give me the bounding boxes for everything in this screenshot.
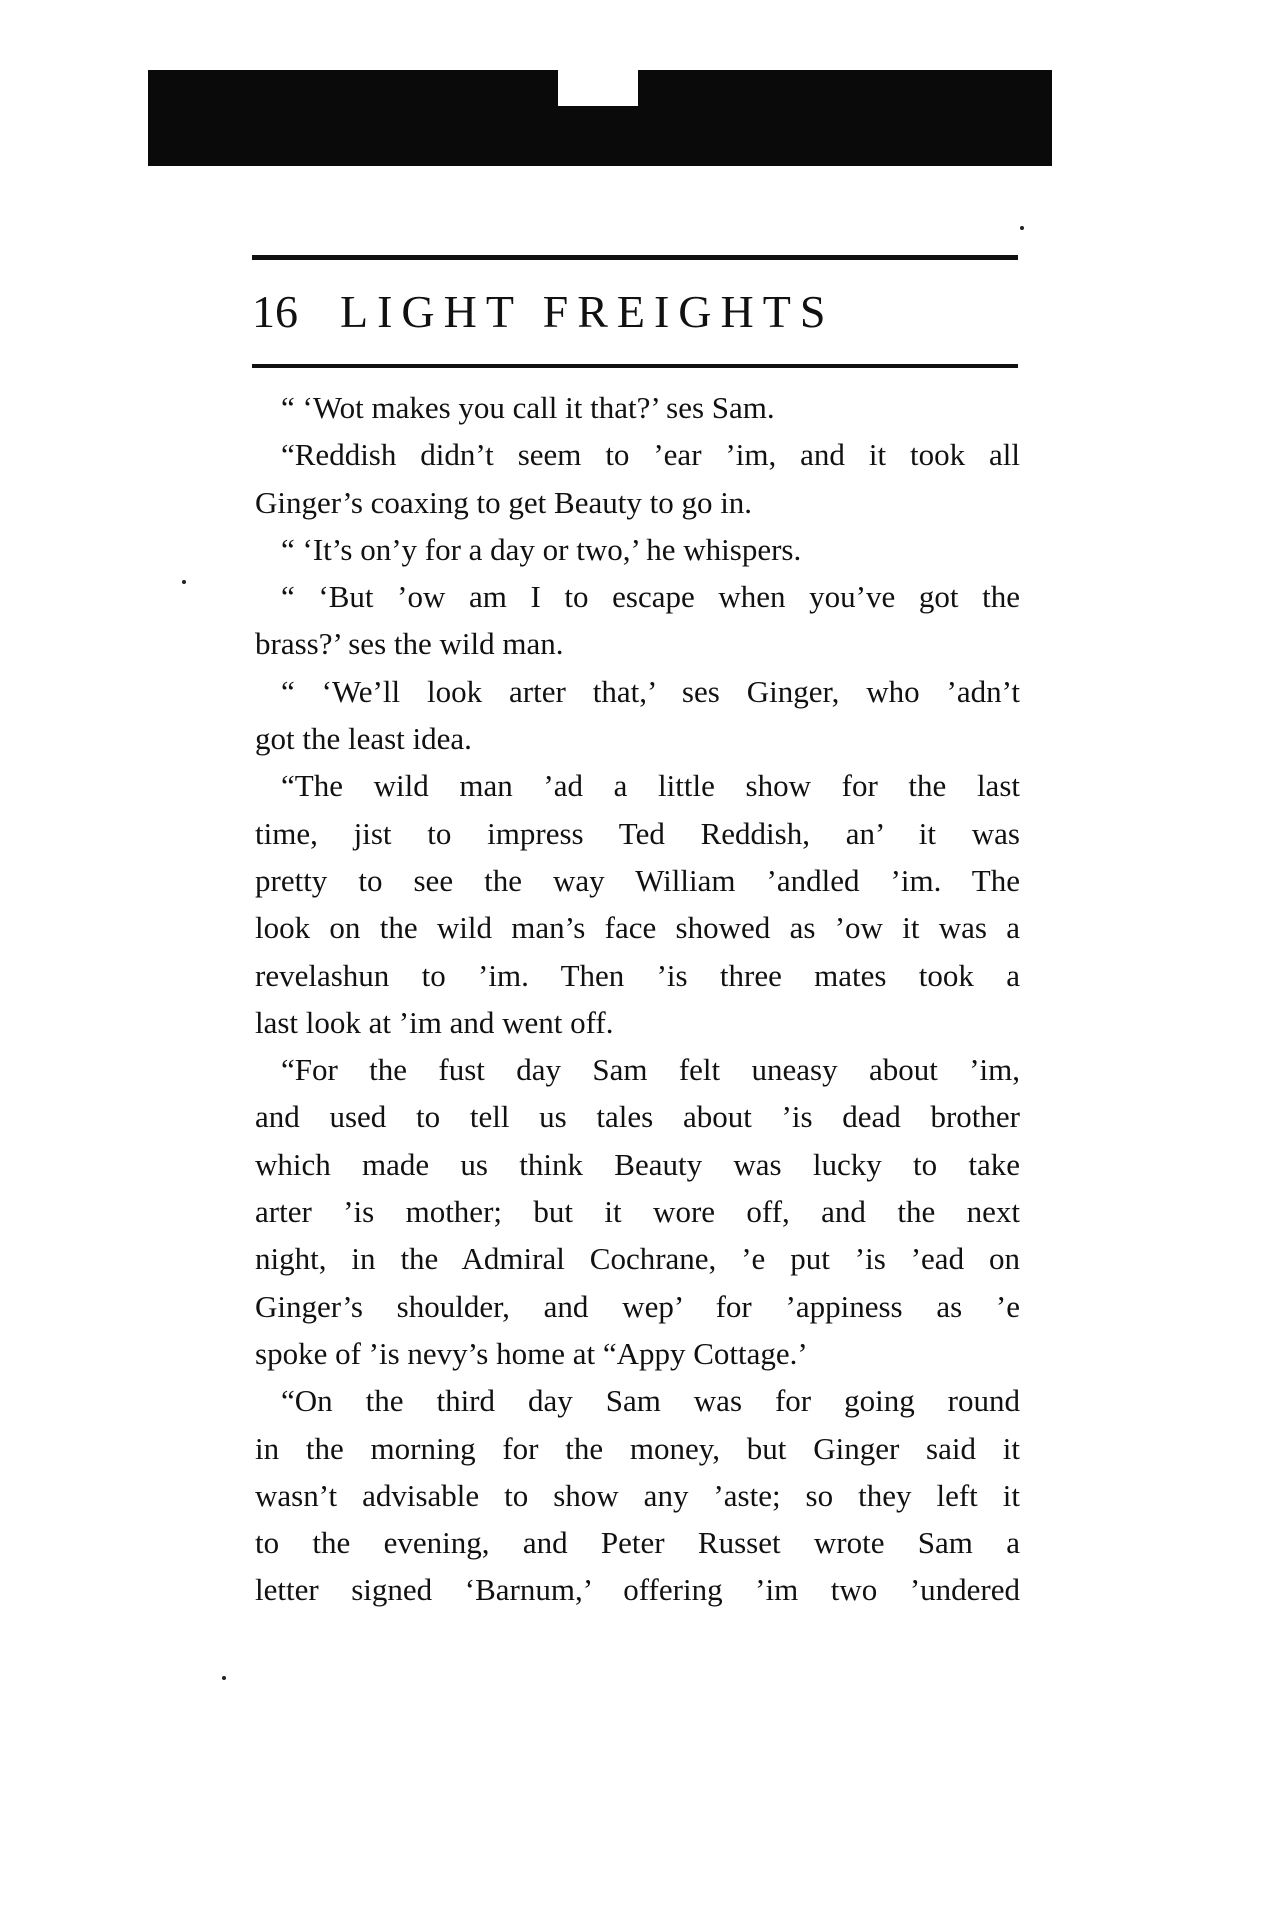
text-line: “For the fust day Sam felt uneasy about ’im,	[281, 1052, 1020, 1088]
text-line: night, in the Admiral Cochrane, ’e put ’is ’ead on	[255, 1241, 1020, 1277]
scan-black-bar	[148, 70, 1052, 166]
header-rule-top	[252, 255, 1018, 260]
scan-speck	[182, 580, 186, 584]
text-line: arter ’is mother; but it wore off, and the next	[255, 1194, 1020, 1230]
scan-speck	[1020, 226, 1024, 230]
text-line: last look at ’im and went off.	[255, 1004, 614, 1040]
text-line: Ginger’s shoulder, and wep’ for ’appiness as ’e	[255, 1288, 1020, 1324]
text-line: look on the wild man’s face showed as ’ow it was a	[255, 910, 1020, 946]
text-line: “ ‘It’s on’y for a day or two,’ he whispers.	[281, 531, 802, 567]
scan-bar-notch	[558, 70, 638, 106]
text-line: “ ‘We’ll look arter that,’ ses Ginger, who ’adn’t	[281, 673, 1020, 709]
text-line: which made us think Beauty was lucky to take	[255, 1146, 1020, 1182]
text-line: in the morning for the money, but Ginger said it	[255, 1430, 1020, 1466]
text-line: “Reddish didn’t seem to ’ear ’im, and it took all	[281, 437, 1020, 473]
text-line: time, jist to impress Ted Reddish, an’ it was	[255, 815, 1020, 851]
scan-speck	[222, 1676, 226, 1680]
text-line: “ ‘But ’ow am I to escape when you’ve got the	[281, 579, 1020, 615]
text-line: pretty to see the way William ’andled ’im. The	[255, 862, 1020, 898]
text-line: letter signed ‘Barnum,’ offering ’im two ’undered	[255, 1572, 1020, 1608]
text-line: spoke of ’is nevy’s home at “Appy Cottage.’	[255, 1335, 808, 1371]
book-title: LIGHT FREIGHTS	[340, 286, 835, 337]
text-line: got the least idea.	[255, 721, 472, 757]
text-line: revelashun to ’im. Then ’is three mates took a	[255, 957, 1020, 993]
text-line: “On the third day Sam was for going round	[281, 1383, 1020, 1419]
text-line: brass?’ ses the wild man.	[255, 626, 564, 662]
page-number: 16	[252, 286, 298, 337]
text-line: and used to tell us tales about ’is dead brother	[255, 1099, 1020, 1135]
text-line: wasn’t advisable to show any ’aste; so they left it	[255, 1477, 1020, 1513]
header-rule-bottom	[252, 364, 1018, 368]
body-text	[255, 384, 1020, 1614]
text-line: “The wild man ’ad a little show for the last	[281, 768, 1020, 804]
text-line: Ginger’s coaxing to get Beauty to go in.	[255, 484, 753, 520]
text-line: “ ‘Wot makes you call it that?’ ses Sam.	[281, 390, 775, 425]
text-line: to the evening, and Peter Russet wrote Sam a	[255, 1525, 1020, 1561]
running-head	[252, 272, 1018, 352]
